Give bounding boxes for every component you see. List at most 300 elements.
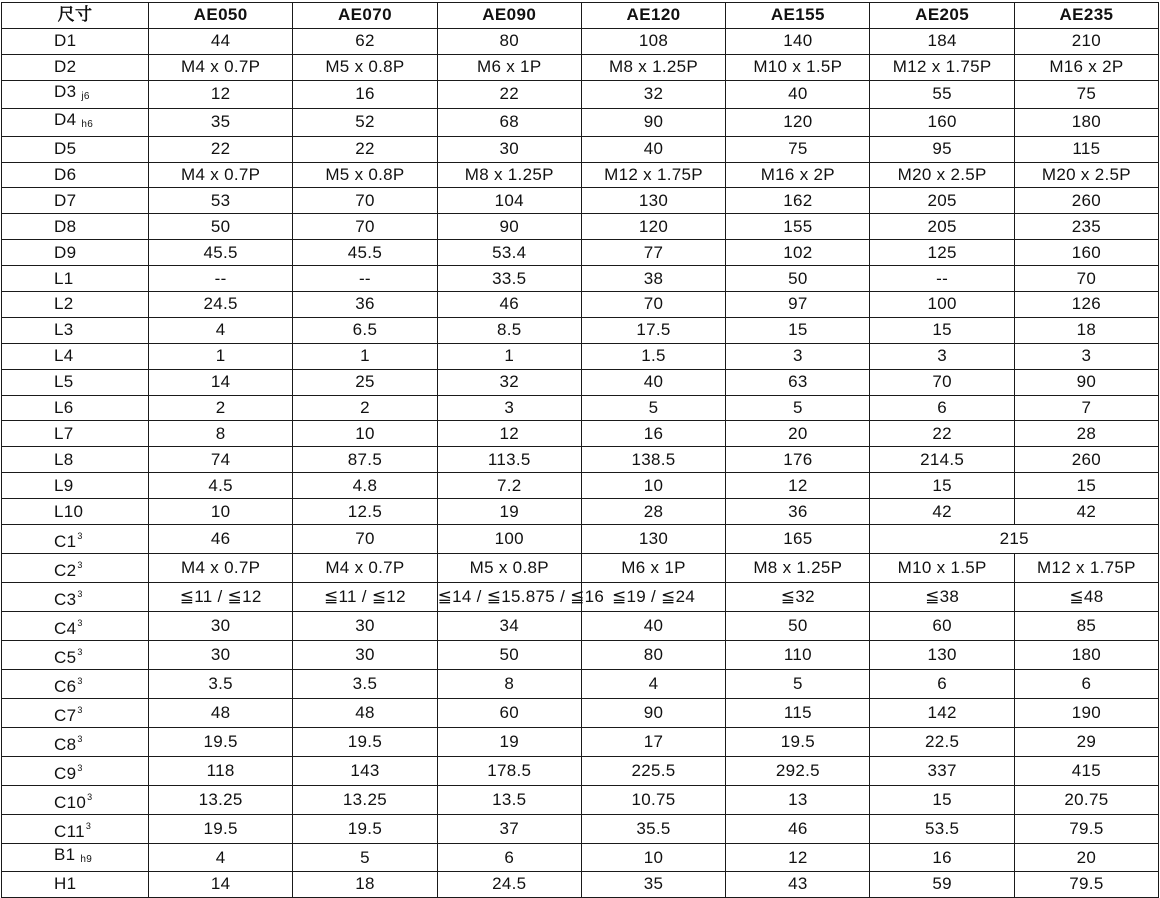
value-cell: 130 [581,525,725,554]
value-cell: 10 [581,473,725,499]
value-cell: 30 [437,136,581,162]
value-cell: 6 [870,670,1014,699]
dimension-label: D8 [54,216,77,236]
value-cell: 5 [293,844,437,872]
value-cell: 225.5 [581,757,725,786]
value-cell: 118 [149,757,293,786]
value-cell: 63 [726,369,870,395]
value-cell: 3 [726,343,870,369]
value-cell: 100 [437,525,581,554]
value-cell: 22 [437,80,581,108]
row-label-cell [2,343,149,369]
value-cell: 214.5 [870,447,1014,473]
value-cell: 19 [437,728,581,757]
value-cell: 4 [149,844,293,872]
table-row [2,188,1159,214]
row-label-cell [2,369,149,395]
table-row [2,421,1159,447]
value-cell: 19.5 [293,815,437,844]
value-cell: 53.4 [437,240,581,266]
table-row [2,670,1159,699]
dimension-label: L10 [54,501,84,521]
value-cell: 1.5 [581,343,725,369]
value-cell: 210 [1014,28,1158,54]
value-cell: 14 [149,369,293,395]
value-cell: 10 [581,844,725,872]
dimension-label: L5 [54,372,74,392]
row-label-cell [2,162,149,188]
value-cell: 104 [437,188,581,214]
value-cell: 28 [1014,421,1158,447]
value-cell: 292.5 [726,757,870,786]
dimension-label: C1 [54,532,77,552]
value-cell: 68 [437,108,581,136]
value-cell: 37 [437,815,581,844]
dimension-label: L4 [54,346,74,366]
value-cell: 3.5 [149,670,293,699]
value-cell: 17.5 [581,317,725,343]
value-cell: 16 [581,421,725,447]
tolerance-class: h6 [81,118,94,130]
value-cell: 40 [726,80,870,108]
value-cell: 1 [437,343,581,369]
table-row [2,317,1159,343]
value-cell: 2 [293,395,437,421]
value-cell: 16 [293,80,437,108]
value-cell: 113.5 [437,447,581,473]
value-cell: 90 [1014,369,1158,395]
value-cell: 90 [437,214,581,240]
value-cell: 184 [870,28,1014,54]
value-cell: 79.5 [1014,872,1158,898]
value-cell: 13.25 [293,786,437,815]
table-row [2,728,1159,757]
value-cell: 19 [437,499,581,525]
dimension-label: D3 [54,81,77,101]
value-cell: 5 [726,395,870,421]
table-row [2,525,1159,554]
value-cell: 260 [1014,447,1158,473]
header-cell-model: AE050 [149,3,293,29]
table-row [2,28,1159,54]
value-cell: 15 [870,473,1014,499]
value-cell: 160 [1014,240,1158,266]
value-cell: 87.5 [293,447,437,473]
value-cell: 130 [581,188,725,214]
table-row [2,108,1159,136]
value-cell: M6 x 1P [581,554,725,583]
row-label-cell [2,612,149,641]
table-row [2,641,1159,670]
table-row [2,757,1159,786]
value-cell: 43 [726,872,870,898]
value-cell: 80 [581,641,725,670]
value-cell: 12 [726,473,870,499]
value-cell: M12 x 1.75P [581,162,725,188]
footnote-marker: 3 [77,560,83,571]
value-cell: 44 [149,28,293,54]
footnote-marker: 3 [87,792,93,803]
value-cell: 4.5 [149,473,293,499]
value-cell: 14 [149,872,293,898]
value-cell: 95 [870,136,1014,162]
value-cell: M5 x 0.8P [293,162,437,188]
value-cell: 40 [581,612,725,641]
dimension-label: H1 [54,874,77,894]
value-cell: 13 [726,786,870,815]
value-cell: 30 [293,612,437,641]
value-cell: 30 [149,641,293,670]
value-cell: 36 [293,292,437,318]
row-label-cell [2,872,149,898]
value-cell: 50 [726,612,870,641]
value-cell: 19.5 [726,728,870,757]
dimension-label: L6 [54,398,74,418]
value-cell: 70 [1014,266,1158,292]
value-cell: 16 [870,844,1014,872]
value-cell: 1 [149,343,293,369]
row-label-cell [2,786,149,815]
value-cell: 100 [870,292,1014,318]
value-cell: 8.5 [437,317,581,343]
value-cell: 142 [870,699,1014,728]
dimension-label: C4 [54,619,77,639]
value-cell: 13.5 [437,786,581,815]
row-label-cell [2,447,149,473]
value-cell: 235 [1014,214,1158,240]
value-cell: 90 [581,699,725,728]
value-cell: 415 [1014,757,1158,786]
value-cell: 8 [437,670,581,699]
value-cell: 25 [293,369,437,395]
value-cell: ≦11 / ≦12 [293,583,437,612]
spec-table-header [2,3,1159,29]
value-cell: 2 [149,395,293,421]
value-cell: 8 [149,421,293,447]
row-label-cell [2,583,149,612]
dimension-label: L3 [54,320,74,340]
header-cell-model: AE070 [293,3,437,29]
value-cell: 176 [726,447,870,473]
value-cell: 6 [1014,670,1158,699]
value-cell: 35 [581,872,725,898]
value-cell: 79.5 [1014,815,1158,844]
value-cell: 62 [293,28,437,54]
value-cell: 70 [581,292,725,318]
row-label-cell [2,699,149,728]
row-label-cell [2,728,149,757]
table-row [2,54,1159,80]
value-cell: M20 x 2.5P [1014,162,1158,188]
value-cell: 12 [437,421,581,447]
value-cell: 29 [1014,728,1158,757]
value-cell: 102 [726,240,870,266]
value-cell: 190 [1014,699,1158,728]
dimension-label: L1 [54,268,74,288]
row-label-cell [2,844,149,872]
value-cell: 162 [726,188,870,214]
row-label-cell [2,525,149,554]
value-cell: 24.5 [149,292,293,318]
value-cell: M5 x 0.8P [293,54,437,80]
value-cell: M16 x 2P [726,162,870,188]
value-cell: 19.5 [293,728,437,757]
footnote-marker: 3 [77,589,83,600]
dimension-label: C5 [54,648,77,668]
value-cell: ≦11 / ≦12 [149,583,293,612]
dimension-label: D4 [54,109,77,129]
value-cell: 20 [726,421,870,447]
row-label-cell [2,757,149,786]
footnote-marker: 3 [77,705,83,716]
value-cell: ≦32 [726,583,870,612]
value-cell: 18 [293,872,437,898]
value-cell: M20 x 2.5P [870,162,1014,188]
row-label-cell [2,266,149,292]
value-cell: M4 x 0.7P [149,162,293,188]
table-row [2,583,1159,612]
row-label-cell [2,554,149,583]
table-row [2,266,1159,292]
dimension-label: L9 [54,475,74,495]
row-label-cell [2,108,149,136]
value-cell: ≦14 / ≦15.875 / ≦16 [437,583,581,612]
value-cell: 22 [149,136,293,162]
value-cell: 59 [870,872,1014,898]
value-cell: 165 [726,525,870,554]
value-cell: 215 [870,525,1159,554]
table-row [2,447,1159,473]
value-cell: M6 x 1P [437,54,581,80]
value-cell: 125 [870,240,1014,266]
table-row [2,473,1159,499]
value-cell: 108 [581,28,725,54]
table-row [2,554,1159,583]
value-cell: 15 [1014,473,1158,499]
value-cell: 32 [437,369,581,395]
value-cell: 7.2 [437,473,581,499]
value-cell: 110 [726,641,870,670]
value-cell: 130 [870,641,1014,670]
value-cell: 4 [149,317,293,343]
value-cell: 40 [581,369,725,395]
dimension-label: C9 [54,764,77,784]
footnote-marker: 3 [77,531,83,542]
value-cell: 74 [149,447,293,473]
value-cell: 178.5 [437,757,581,786]
value-cell: M16 x 2P [1014,54,1158,80]
table-row [2,395,1159,421]
value-cell: 75 [726,136,870,162]
value-cell: 48 [293,699,437,728]
header-cell-model: AE235 [1014,3,1158,29]
value-cell: 70 [293,525,437,554]
value-cell: 205 [870,188,1014,214]
value-cell: 22 [870,421,1014,447]
header-cell-dimension: 尺寸 [2,3,149,29]
row-label-cell [2,80,149,108]
dimension-label: D6 [54,165,77,184]
header-cell-model: AE120 [581,3,725,29]
value-cell: 160 [870,108,1014,136]
value-cell: 140 [726,28,870,54]
value-cell: 13.25 [149,786,293,815]
value-cell: 30 [149,612,293,641]
dimension-spec-table [1,2,1159,898]
value-cell: 60 [870,612,1014,641]
value-cell: 12.5 [293,499,437,525]
value-cell: 60 [437,699,581,728]
tolerance-class: h9 [80,854,93,866]
value-cell: 120 [581,214,725,240]
dimension-label: C8 [54,735,77,755]
value-cell: 42 [1014,499,1158,525]
table-row [2,499,1159,525]
row-label-cell [2,214,149,240]
table-row [2,136,1159,162]
value-cell: 115 [1014,136,1158,162]
dimension-label: B1 [54,845,76,865]
row-label-cell [2,188,149,214]
header-row [2,3,1159,29]
value-cell: 12 [726,844,870,872]
value-cell: 10.75 [581,786,725,815]
dimension-label: C7 [54,706,77,726]
value-cell: M4 x 0.7P [293,554,437,583]
value-cell: 12 [149,80,293,108]
value-cell: 3 [870,343,1014,369]
value-cell: 4.8 [293,473,437,499]
value-cell: 7 [1014,395,1158,421]
value-cell: 52 [293,108,437,136]
dimension-label: L7 [54,423,74,443]
value-cell: 48 [149,699,293,728]
value-cell: 70 [293,188,437,214]
value-cell: 50 [149,214,293,240]
row-label-cell [2,815,149,844]
table-row [2,844,1159,872]
row-label-cell [2,473,149,499]
value-cell: 260 [1014,188,1158,214]
value-cell: M12 x 1.75P [1014,554,1158,583]
value-cell: 53.5 [870,815,1014,844]
value-cell: 120 [726,108,870,136]
value-cell: 40 [581,136,725,162]
dimension-label: D1 [54,31,77,51]
value-cell: 6 [870,395,1014,421]
value-cell: 28 [581,499,725,525]
value-cell: 97 [726,292,870,318]
dimension-label: D5 [54,139,77,159]
table-row [2,214,1159,240]
footnote-marker: 3 [77,676,83,687]
table-row [2,292,1159,318]
value-cell: 34 [437,612,581,641]
dimension-label: D2 [54,57,77,77]
value-cell: M8 x 1.25P [437,162,581,188]
value-cell: M8 x 1.25P [726,554,870,583]
dimension-label: C6 [54,677,77,697]
value-cell: 19.5 [149,815,293,844]
value-cell: -- [149,266,293,292]
value-cell: 70 [293,214,437,240]
value-cell: 3 [1014,343,1158,369]
row-label-cell [2,136,149,162]
value-cell: ≦19 / ≦24 [581,583,725,612]
value-cell: 126 [1014,292,1158,318]
value-cell: M5 x 0.8P [437,554,581,583]
row-label-cell [2,317,149,343]
value-cell: 35.5 [581,815,725,844]
value-cell: 33.5 [437,266,581,292]
value-cell: 6.5 [293,317,437,343]
value-cell: 22 [293,136,437,162]
value-cell: M8 x 1.25P [581,54,725,80]
table-row [2,80,1159,108]
row-label-cell [2,395,149,421]
table-row [2,343,1159,369]
row-label-cell [2,421,149,447]
dimension-label: C3 [54,590,77,610]
value-cell: 18 [1014,317,1158,343]
row-label-cell [2,641,149,670]
dimension-label: C10 [54,793,87,813]
table-row [2,162,1159,188]
header-cell-model: AE205 [870,3,1014,29]
value-cell: 4 [581,670,725,699]
value-cell: 155 [726,214,870,240]
value-cell: 10 [293,421,437,447]
value-cell: 46 [149,525,293,554]
value-cell: 180 [1014,108,1158,136]
value-cell: M4 x 0.7P [149,54,293,80]
value-cell: 35 [149,108,293,136]
table-row [2,815,1159,844]
dimension-label: D9 [54,242,77,262]
dimension-label: C2 [54,561,77,581]
dimension-label: D7 [54,190,77,210]
value-cell: 1 [293,343,437,369]
value-cell: 45.5 [293,240,437,266]
value-cell: 22.5 [870,728,1014,757]
value-cell: 50 [437,641,581,670]
value-cell: 19.5 [149,728,293,757]
value-cell: 138.5 [581,447,725,473]
value-cell: 75 [1014,80,1158,108]
value-cell: 80 [437,28,581,54]
value-cell: ≦38 [870,583,1014,612]
row-label-cell [2,499,149,525]
value-cell: 15 [870,317,1014,343]
table-row [2,612,1159,641]
value-cell: ≦48 [1014,583,1158,612]
value-cell: 3 [437,395,581,421]
value-cell: 17 [581,728,725,757]
value-cell: 24.5 [437,872,581,898]
value-cell: 77 [581,240,725,266]
value-cell: M10 x 1.5P [870,554,1014,583]
value-cell: M12 x 1.75P [870,54,1014,80]
value-cell: 32 [581,80,725,108]
value-cell: 85 [1014,612,1158,641]
value-cell: 337 [870,757,1014,786]
value-cell: 115 [726,699,870,728]
row-label-cell [2,54,149,80]
table-row [2,369,1159,395]
value-cell: M10 x 1.5P [726,54,870,80]
value-cell: 15 [726,317,870,343]
footnote-marker: 3 [77,734,83,745]
